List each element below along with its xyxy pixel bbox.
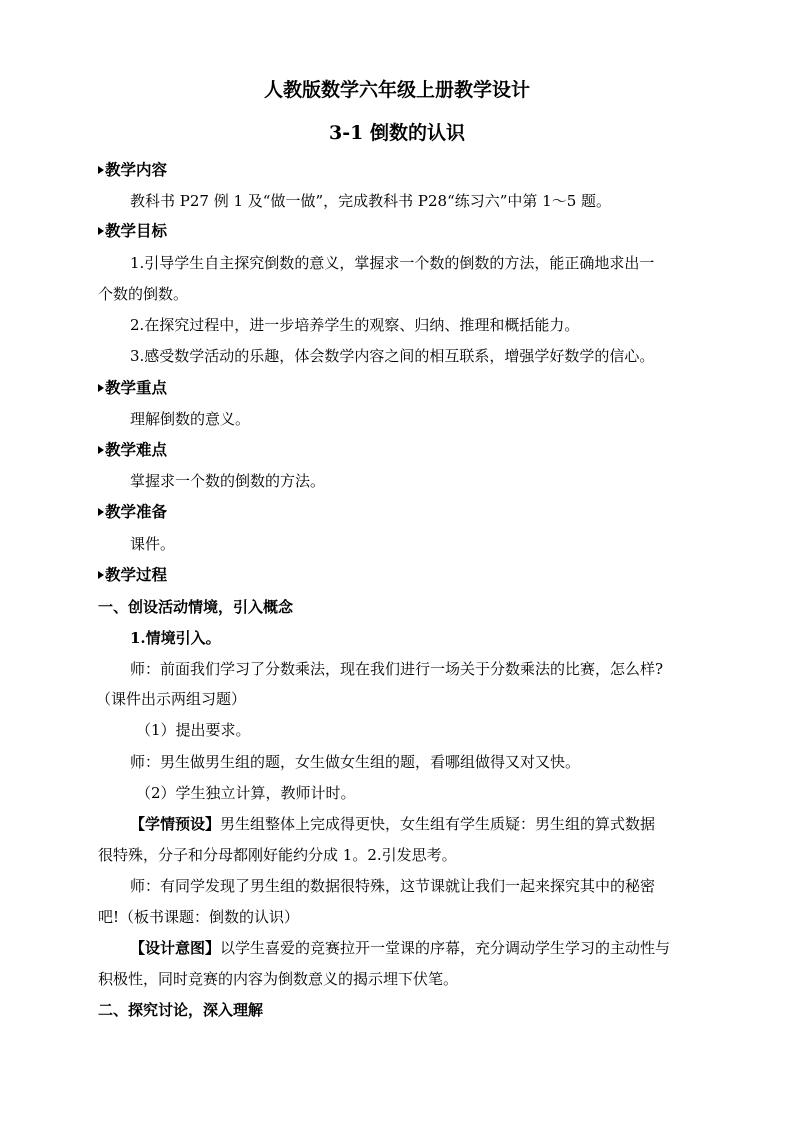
triangle-bullet-icon bbox=[98, 166, 104, 174]
design-intent-text: 以学生喜爱的竞赛拉开一堂课的序幕，充分调动学生学习的主动性与 bbox=[220, 939, 671, 957]
focus-text: 理解倒数的意义。 bbox=[130, 410, 251, 428]
triangle-bullet-icon bbox=[98, 571, 104, 579]
section-heading-focus bbox=[98, 378, 167, 398]
paragraph-2: 师：男生做男生组的题，女生做女生组的题，看哪组做得又对又快。 bbox=[130, 753, 581, 771]
triangle-bullet-icon bbox=[98, 384, 104, 392]
paragraph-1-line-1: 师：前面我们学习了分数乘法，现在我们进行一场关于分数乘法的比赛，怎么样? bbox=[130, 660, 664, 678]
difficulty-text: 掌握求一个数的倒数的方法。 bbox=[130, 472, 326, 490]
step-1: （1）提出要求。 bbox=[136, 721, 251, 739]
triangle-bullet-icon bbox=[98, 508, 104, 516]
section-heading-difficulty bbox=[98, 440, 167, 460]
paragraph-1-line-2: （课件出示两组习题） bbox=[96, 690, 247, 708]
section-heading-preparation bbox=[98, 502, 167, 522]
paragraph-3-line-2: 吧!（板书课题：倒数的认识） bbox=[98, 908, 300, 926]
design-intent-line-1 bbox=[130, 938, 670, 958]
triangle-bullet-icon bbox=[98, 446, 104, 454]
preparation-text: 课件。 bbox=[130, 535, 176, 553]
learning-preset-label: 【学情预设】 bbox=[130, 815, 221, 833]
section-heading-label: 教学重点 bbox=[105, 378, 168, 397]
part-2-heading: 二、探究讨论，深入理解 bbox=[98, 1001, 264, 1019]
triangle-bullet-icon bbox=[98, 227, 104, 235]
section-heading-label: 教学准备 bbox=[105, 502, 168, 521]
goal-item-2: 2.在探究过程中，进一步培养学生的观察、归纳、推理和概括能力。 bbox=[130, 316, 580, 334]
section-heading-content bbox=[98, 160, 167, 180]
goal-item-1-line-1: 1.引导学生自主探究倒数的意义，掌握求一个数的倒数的方法，能正确地求出一 bbox=[130, 254, 655, 272]
design-intent-line-2: 积极性，同时竞赛的内容为倒数意义的揭示埋下伏笔。 bbox=[98, 970, 459, 988]
section-heading-label: 教学内容 bbox=[105, 160, 168, 179]
part-1-heading: 一、创设活动情境，引入概念 bbox=[98, 598, 294, 616]
section-heading-label: 教学难点 bbox=[105, 440, 168, 459]
section-heading-goals bbox=[98, 221, 167, 241]
learning-preset-line-2: 很特殊，分子和分母都刚好能约分成 1。2.引发思考。 bbox=[98, 846, 457, 864]
goal-item-3: 3.感受数学活动的乐趣，体会数学内容之间的相互联系，增强学好数学的信心。 bbox=[130, 347, 655, 365]
design-intent-label: 【设计意图】 bbox=[130, 939, 221, 957]
lesson-title: 3-1 倒数的认识 bbox=[329, 122, 465, 144]
section-heading-process bbox=[98, 565, 167, 585]
section-heading-label: 教学目标 bbox=[105, 221, 168, 240]
goal-item-1-line-2: 个数的倒数。 bbox=[98, 285, 189, 303]
section-heading-label: 教学过程 bbox=[105, 565, 168, 584]
part-1-subheading: 1.情境引入。 bbox=[130, 629, 221, 647]
learning-preset-text: 男生组整体上完成得更快，女生组有学生质疑：男生组的算式数据 bbox=[220, 815, 656, 833]
learning-preset-line-1 bbox=[130, 814, 655, 834]
content-text: 教科书 P27 例 1 及“做一做”，完成教科书 P28“练习六”中第 1～5 题。 bbox=[130, 192, 612, 210]
step-2: （2）学生独立计算，教师计时。 bbox=[136, 784, 356, 802]
paragraph-3-line-1: 师：有同学发现了男生组的数据很特殊，这节课就让我们一起来探究其中的秘密 bbox=[130, 877, 656, 895]
document-title: 人教版数学六年级上册教学设计 bbox=[263, 79, 530, 101]
